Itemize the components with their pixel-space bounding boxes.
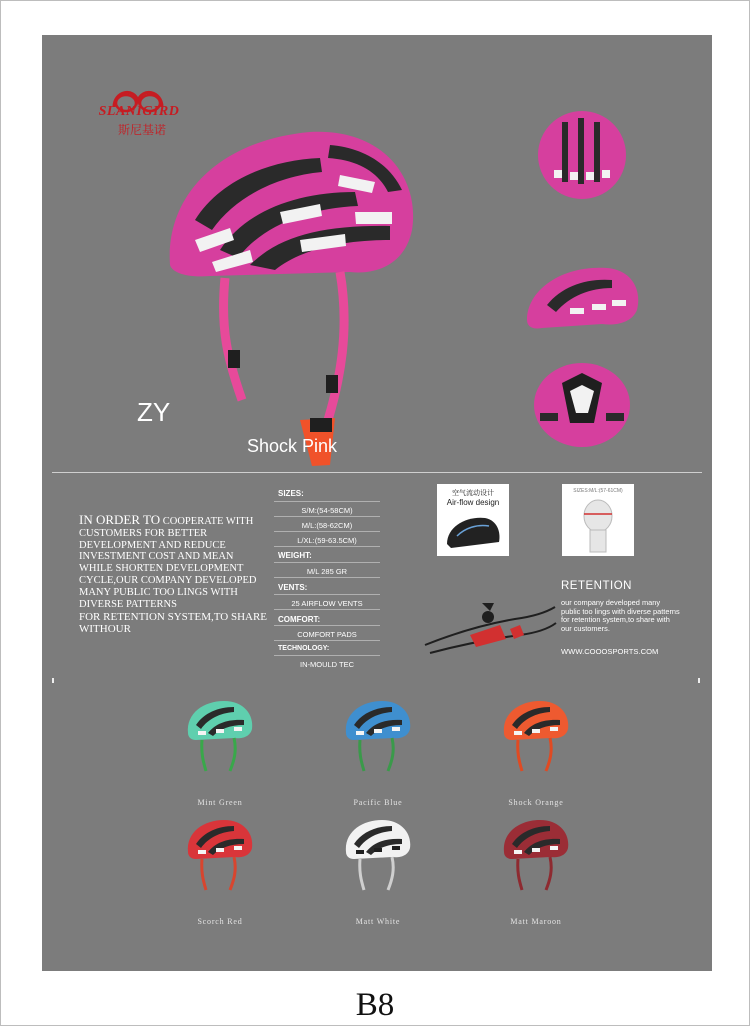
helmet-rear-view-image (512, 353, 652, 453)
variant-color-name: Shock Orange (508, 798, 564, 807)
airflow-title: Air-flow design (446, 498, 500, 507)
page-number: B8 (355, 987, 395, 1023)
brand-name: SLANIGIRD (98, 104, 180, 119)
spec-line (274, 531, 380, 532)
intro-paragraph (79, 514, 269, 636)
spec-line (274, 594, 380, 595)
spec-technology-label: TECHNOLOGY: (278, 645, 330, 652)
variant-color-name: Mint Green (197, 798, 243, 807)
spec-line (274, 625, 380, 626)
spec-size-sm: S/M:(54-58CM) (301, 506, 353, 515)
variant-helmet-image (498, 814, 574, 894)
divider-top (52, 472, 702, 473)
spec-line (274, 655, 380, 656)
retention-text: our company developed many public too lings with diverse patterns for retention system,to share with our customers. (561, 598, 680, 633)
variant-color-name: Matt White (355, 917, 401, 926)
variant-color-name: Pacific Blue (353, 798, 403, 807)
mannequin-head-icon (580, 498, 616, 554)
spec-sizes-label: SIZES: (278, 489, 304, 498)
spec-line (274, 516, 380, 517)
spec-line (274, 609, 380, 610)
airflow-helmet-icon (443, 512, 503, 552)
spec-weight-label: WEIGHT: (278, 551, 312, 560)
variant-helmet-image (340, 814, 416, 894)
intro-tail: FOR RETENTION SYSTEM,TO SHARE WITHOUR (79, 611, 268, 636)
spec-vents-value: 25 AIRFLOW VENTS (291, 599, 363, 608)
spec-line (274, 562, 380, 563)
spec-comfort-value: COMFORT PADS (297, 630, 357, 639)
divider-tick-right (698, 678, 700, 683)
spec-line (274, 640, 380, 641)
intro-text: COOPERATE WITH CUSTOMERS FOR BETTER DEVELOPMENT AND REDUCE INVESTMENT COST AND MEAN WHILE SHORTEN DEVELOPMENT CYCLE,OUR COMPANY DEVELOPED MANY PUBLIC TOO LINGS WITH DIVERSE PATTERNS (79, 516, 257, 610)
divider-tick-left (52, 678, 54, 683)
catalog-panel (42, 35, 712, 971)
retention-title: RETENTION (561, 580, 632, 592)
intro-lead: IN ORDER TO (79, 512, 161, 527)
brand-name-cn: 斯尼基诺 (117, 123, 166, 137)
variant-helmet-image (182, 814, 258, 894)
model-code: ZY (137, 397, 171, 427)
spec-weight-value: M/L 285 GR (306, 567, 348, 576)
retention-harness-image (420, 595, 560, 661)
variant-color-name: Scorch Red (197, 917, 243, 926)
spec-size-ml: M/L:(58-62CM) (301, 521, 353, 530)
main-helmet-image (150, 100, 430, 470)
helmet-top-view-image (512, 100, 652, 200)
main-color-name: Shock Pink (247, 436, 338, 456)
variant-color-name: Matt Maroon (510, 917, 562, 926)
size-head-card (562, 484, 634, 556)
variant-helmet-image (340, 695, 416, 775)
size-head-text: SIZES:M/L:(57-61CM) (573, 488, 623, 494)
spec-line (274, 546, 380, 547)
airflow-title-cn: 空气流动设计 (452, 490, 494, 497)
spec-technology-value: IN-MOULD TEC (299, 660, 355, 669)
spec-size-lxl: L/XL:(59-63.5CM) (297, 536, 357, 545)
airflow-design-card (437, 484, 509, 556)
spec-line (274, 577, 380, 578)
spec-comfort-label: COMFORT: (278, 615, 321, 624)
spec-vents-label: VENTS: (278, 583, 308, 592)
website-link[interactable]: WWW.COOOSPORTS.COM (561, 647, 659, 656)
spec-line (274, 501, 380, 502)
variant-helmet-image (498, 695, 574, 775)
variant-helmet-image (182, 695, 258, 775)
helmet-side-view-image (512, 250, 652, 350)
